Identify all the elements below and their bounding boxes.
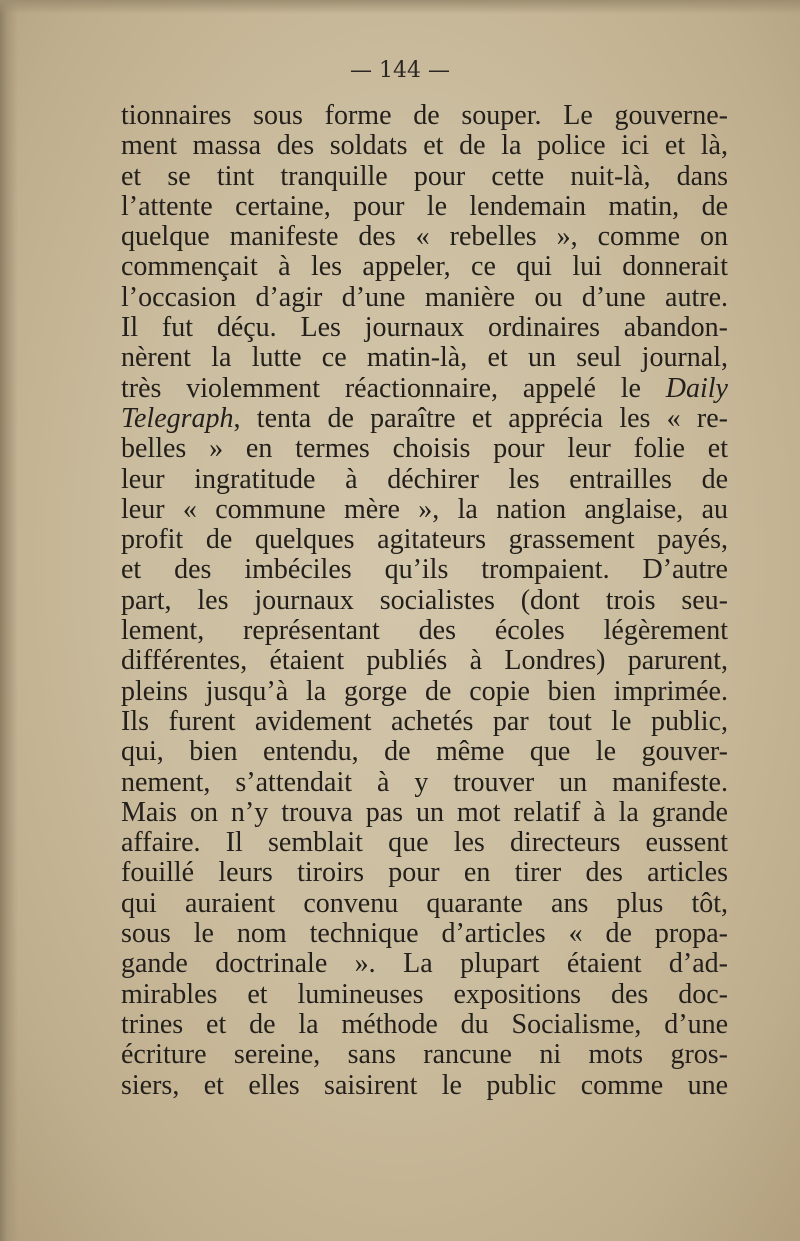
- text-line: gande doctrinale ». La plupart étaient d’ad-: [121, 948, 728, 980]
- text-line: différentes, étaient publiés à Londres) parurent,: [121, 645, 728, 677]
- page-number: — 144 —: [350, 58, 450, 83]
- text-line: et se tint tranquille pour cette nuit-là, dans: [121, 160, 728, 192]
- text-line: belles » en termes choisis pour leur folie et: [121, 433, 728, 465]
- text-line: siers, et elles saisirent le public comme une: [121, 1069, 728, 1101]
- text-line: leur ingratitude à déchirer les entrailles de: [121, 463, 728, 495]
- text-line: l’occasion d’agir d’une manière ou d’une autre.: [121, 281, 728, 313]
- text-line: fouillé leurs tiroirs pour en tirer des articles: [121, 857, 728, 889]
- text-line: quelque manifeste des « rebelles », comme on: [121, 221, 728, 253]
- text-line: tionnaires sous forme de souper. Le gouverne-: [121, 100, 728, 131]
- text-line: Il fut déçu. Les journaux ordinaires abandon-: [121, 312, 728, 344]
- text-line: Mais on n’y trouva pas un mot relatif à la grande: [121, 796, 728, 828]
- text-line: profit de quelques agitateurs grassement payés,: [121, 524, 728, 556]
- text-line: pleins jusqu’à la gorge de copie bien imprimée.: [121, 675, 728, 707]
- text-line: part, les journaux socialistes (dont trois seu-: [121, 584, 728, 616]
- text-line: leur « commune mère », la nation anglaise, au: [121, 493, 728, 525]
- text-line: nement, s’attendait à y trouver un manifeste.: [121, 766, 728, 798]
- text-line: nèrent la lutte ce matin-là, et un seul journal,: [121, 342, 728, 374]
- text-line: trines et de la méthode du Socialisme, d’une: [121, 1008, 728, 1040]
- newspaper-title-italic: Telegraph: [121, 402, 234, 434]
- text-line: ment massa des soldats et de la police ici et là,: [121, 130, 728, 162]
- text-line: affaire. Il semblait que les directeurs eussent: [121, 827, 728, 859]
- text-line: mirables et lumineuses expositions des doc-: [121, 978, 728, 1010]
- text-line: commençait à les appeler, ce qui lui donnerait: [121, 251, 728, 283]
- text-line: écriture sereine, sans rancune ni mots gros-: [121, 1039, 728, 1071]
- text-line: lement, représentant des écoles légèrement: [121, 615, 728, 647]
- text-line: sous le nom technique d’articles « de propa-: [121, 918, 728, 950]
- page-left-edge-shadow: [0, 0, 18, 1241]
- text-line: très violemment réactionnaire, appelé le Daily: [121, 372, 728, 404]
- text-line: l’attente certaine, pour le lendemain matin, de: [121, 190, 728, 222]
- body-text: [121, 101, 728, 1101]
- text-line: et des imbéciles qu’ils trompaient. D’autre: [121, 554, 728, 586]
- text-line: Ils furent avidement achetés par tout le public,: [121, 705, 728, 737]
- page-top-edge-shadow: [0, 0, 800, 14]
- text-line: qui auraient convenu quarante ans plus tôt,: [121, 887, 728, 919]
- text-line: Telegraph, tenta de paraître et apprécia les « re-: [121, 402, 728, 434]
- text-line: qui, bien entendu, de même que le gouver-: [121, 736, 728, 768]
- newspaper-title-italic: Daily: [665, 372, 728, 404]
